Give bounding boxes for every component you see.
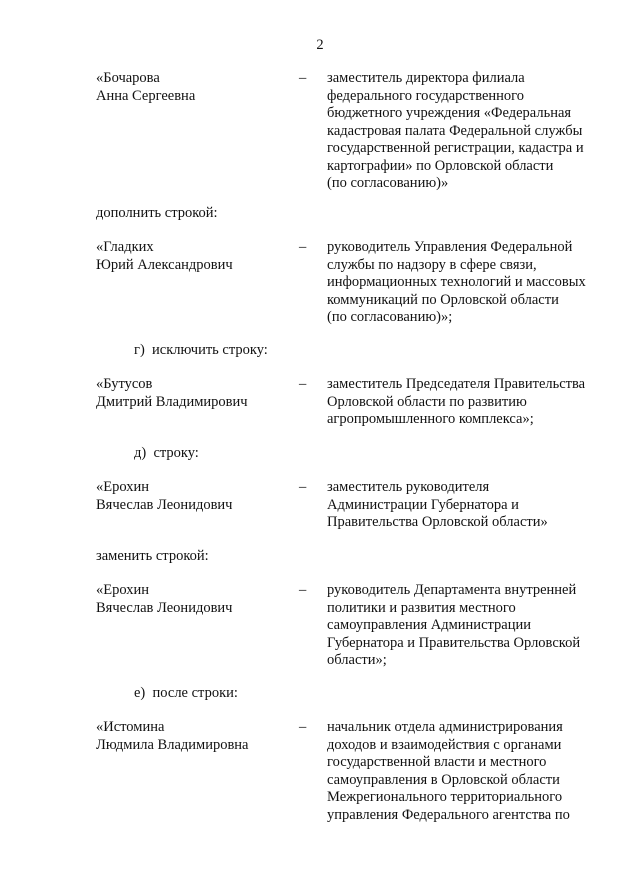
instruction-after-line: е) после строки: <box>134 685 238 701</box>
entry-name: «Гладких Юрий Александрович <box>96 239 233 273</box>
entry-dash: – <box>299 582 307 598</box>
entry-description: начальник отдела администрирования доходов и взаимодействия с органами государственной власти и местного самоуправления в Орловской области Межрегионального территориального управления Федерального агентства по <box>327 719 570 823</box>
instruction-add-line: дополнить строкой: <box>96 205 218 221</box>
entry-description: заместитель руководителя Администрации Губернатора и Правительства Орловской области» <box>327 479 548 530</box>
entry-name: «Ерохин Вячеслав Леонидович <box>96 582 233 616</box>
entry-name: «Ерохин Вячеслав Леонидович <box>96 479 233 513</box>
page-number: 2 <box>316 37 324 53</box>
entry-dash: – <box>299 376 307 392</box>
entry-dash: – <box>299 719 307 735</box>
entry-dash: – <box>299 70 307 86</box>
entry-name: «Бочарова Анна Сергеевна <box>96 70 196 104</box>
entry-dash: – <box>299 239 307 255</box>
entry-name: «Бутусов Дмитрий Владимирович <box>96 376 248 410</box>
entry-description: заместитель Председателя Правительства Орловской области по развитию агропромышленного комплекса»; <box>327 376 586 427</box>
instruction-line: д) строку: <box>134 445 199 461</box>
entry-dash: – <box>299 479 307 495</box>
instruction-exclude-line: г) исключить строку: <box>134 342 268 358</box>
entry-description: руководитель Управления Федеральной службы по надзору в сфере связи, информационных технологий и массовых коммуникаций по Орловской области (по согласованию)»; <box>327 239 586 325</box>
entry-name: «Истомина Людмила Владимировна <box>96 719 249 753</box>
instruction-replace-line: заменить строкой: <box>96 548 209 564</box>
entry-description: заместитель директора филиала федерального государственного бюджетного учреждения «Федеральная кадастровая палата Федеральной службы государственной регистрации, кадастра и картографии» по Орловской области (по согласованию)» <box>327 70 584 191</box>
entry-description: руководитель Департамента внутренней политики и развития местного самоуправления Администрации Губернатора и Правительства Орловской области»; <box>327 582 581 668</box>
